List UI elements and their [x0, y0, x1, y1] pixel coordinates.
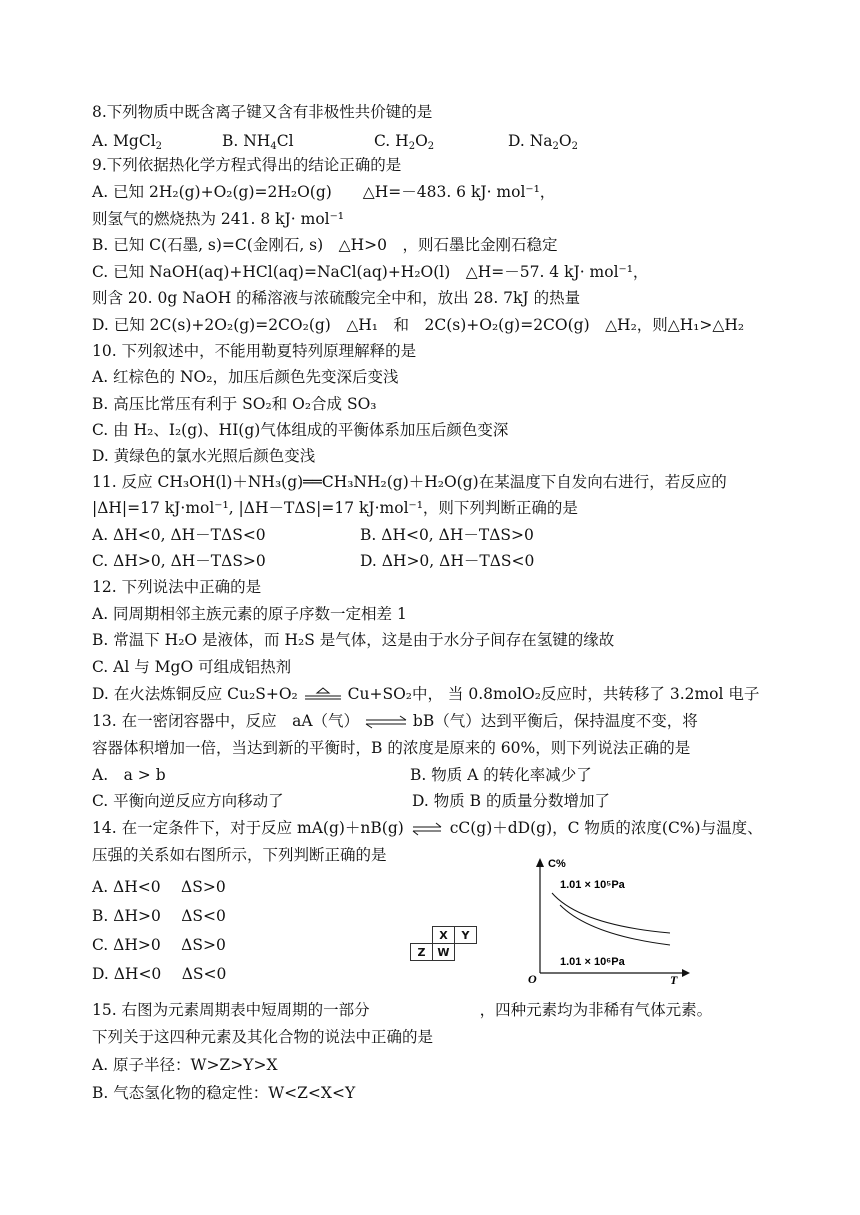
q13-stem-line1 [92, 711, 698, 731]
q13-option-c: C. 平衡向逆反应方向移动了 [92, 792, 284, 810]
q14-option-b: B. ΔH>0 ΔS<0 [92, 907, 226, 925]
q15-stem-line1 [92, 1000, 712, 1020]
q12-option-b: B. 常温下 H₂O 是液体，而 H₂S 是气体，这是由于水分子间存在氢键的缘故 [92, 631, 615, 649]
q12-option-d-pre: D. 在火法炼铜反应 Cu₂S+O₂ [92, 685, 298, 703]
q15-option-b: B. 气态氢化物的稳定性：W<Z<X<Y [92, 1084, 356, 1102]
x-axis-label: T [670, 973, 678, 985]
q9-option-c-line1: C. 已知 NaOH(aq)+HCl(aq)=NaCl(aq)+H₂O(l) △H=－57. 4 kJ· mol⁻¹， [92, 263, 649, 281]
q10-option-b: B. 高压比常压有利于 SO₂和 O₂合成 SO₃ [92, 395, 377, 413]
q13-stem-post: bB（气）达到平衡后，保持温度不变，将 [412, 712, 698, 730]
q14-stem-line1 [92, 818, 763, 838]
q12-option-c: C. Al 与 MgO 可组成铝热剂 [92, 658, 292, 676]
x-axis-arrow-icon [682, 969, 690, 977]
q13-option-a: A. a > b [92, 766, 166, 784]
cell-x: X [432, 926, 455, 944]
q13-option-b: B. 物质 A 的转化率减少了 [410, 766, 592, 784]
q11-stem-line1: 11. 反应 CH₃OH(l)＋NH₃(g)══CH₃NH₂(g)＋H₂O(g)在某温度下自发向右进行，若反应的 [92, 473, 727, 491]
q14-option-c: C. ΔH>0 ΔS>0 [92, 936, 226, 954]
q11-option-a: A. ΔH<0, ΔH－TΔS<0 [92, 526, 266, 544]
q15-stem-pre: 15. 右图为元素周期表中短周期的一部分 [92, 1001, 370, 1019]
q9-option-b: B. 已知 C(石墨, s)=C(金刚石, s) △H>0 ，则石墨比金刚石稳定 [92, 236, 558, 254]
equilibrium-arrow-icon [364, 715, 408, 729]
cell-y: Y [454, 926, 477, 944]
heat-arrow-icon [303, 687, 343, 703]
q14-stem-pre: 14. 在一定条件下，对于反应 mA(g)＋nB(g) [92, 819, 404, 837]
q13-stem-line2: 容器体积增加一倍，当达到新的平衡时，B 的浓度是原来的 60%，则下列说法正确的是 [92, 739, 691, 757]
origin-label: O [528, 972, 537, 985]
q11-stem-line2: |ΔH|=17 kJ·mol⁻¹, |ΔH－TΔS|=17 kJ·mol⁻¹，则下列判断正确的是 [92, 499, 578, 517]
q12-option-d-post: Cu+SO₂中， 当 0.8molO₂反应时，共转移了 3.2mol 电子 [347, 685, 760, 703]
q8-stem: 8.下列物质中既含离子键又含有非极性共价键的是 [92, 103, 433, 121]
q10-option-a: A. 红棕色的 NO₂，加压后颜色先变深后变浅 [92, 368, 399, 386]
q11-option-c: C. ΔH>0, ΔH－TΔS>0 [92, 552, 266, 570]
y-axis-arrow-icon [536, 858, 544, 867]
q14-stem-line2: 压强的关系如右图所示，下列判断正确的是 [92, 846, 387, 864]
q9-option-c-line2: 则含 20. 0g NaOH 的稀溶液与浓硫酸完全中和，放出 28. 7kJ 的热量 [92, 289, 581, 307]
q12-stem: 12. 下列说法中正确的是 [92, 578, 262, 596]
q8-option-d: D. $Na_2O_2$ [508, 132, 579, 152]
q13-stem-pre: 13. 在一密闭容器中，反应 aA（气） [92, 712, 360, 730]
cell-w: W [432, 943, 455, 961]
q14-stem-post: cC(g)＋dD(g)，C 物质的浓度(C%)与温度、 [449, 819, 763, 837]
q10-option-d: D. 黄绿色的氯水光照后颜色变浅 [92, 447, 316, 465]
q8-option-c: C. $H_2O_2$ [374, 132, 435, 152]
q10-stem: 10. 下列叙述中，不能用勒夏特列原理解释的是 [92, 342, 417, 360]
q9-option-a-line2: 则氢气的燃烧热为 241. 8 kJ· mol⁻¹ [92, 210, 344, 228]
q15-stem-line2: 下列关于这四种元素及其化合物的说法中正确的是 [92, 1028, 434, 1046]
q8-option-a: A. MgCl$_2$ [92, 132, 163, 152]
q9-stem: 9.下列依据热化学方程式得出的结论正确的是 [92, 156, 402, 174]
y-axis-label: C% [548, 858, 566, 870]
q15-stem-post: ，四种元素均为非稀有气体元素。 [479, 1001, 713, 1019]
q9-option-a-line1: A. 已知 2H₂(g)+O₂(g)=2H₂O(g) △H=－483. 6 kJ· mol⁻¹， [92, 183, 556, 201]
curve-2-label: 1.01 × 10⁶Pa [560, 956, 625, 968]
cell-z: Z [410, 943, 433, 961]
q15-option-a: A. 原子半径：W>Z>Y>X [92, 1056, 278, 1074]
curve-1-label: 1.01 × 10⁵Pa [560, 879, 625, 891]
c-percent-vs-temperature-graph [520, 855, 690, 985]
q8-option-b: B. $NH_4Cl$ [222, 132, 294, 152]
q14-option-d: D. ΔH<0 ΔS<0 [92, 965, 227, 983]
q11-option-d: D. ΔH>0, ΔH－TΔS<0 [360, 552, 535, 570]
q14-option-a: A. ΔH<0 ΔS>0 [92, 878, 226, 896]
q9-option-d: D. 已知 2C(s)+2O₂(g)=2CO₂(g) △H₁ 和 2C(s)+O₂(g)=2CO(g) △H₂，则△H₁>△H₂ [92, 316, 745, 334]
equilibrium-arrow-icon [409, 822, 445, 836]
q11-option-b: B. ΔH<0, ΔH－TΔS>0 [360, 526, 534, 544]
q12-option-a: A. 同周期相邻主族元素的原子序数一定相差 1 [92, 605, 407, 623]
q10-option-c: C. 由 H₂、I₂(g)、HI(g)气体组成的平衡体系加压后颜色变深 [92, 421, 509, 439]
q12-option-d [92, 684, 759, 704]
q13-option-d: D. 物质 B 的质量分数增加了 [412, 792, 610, 810]
